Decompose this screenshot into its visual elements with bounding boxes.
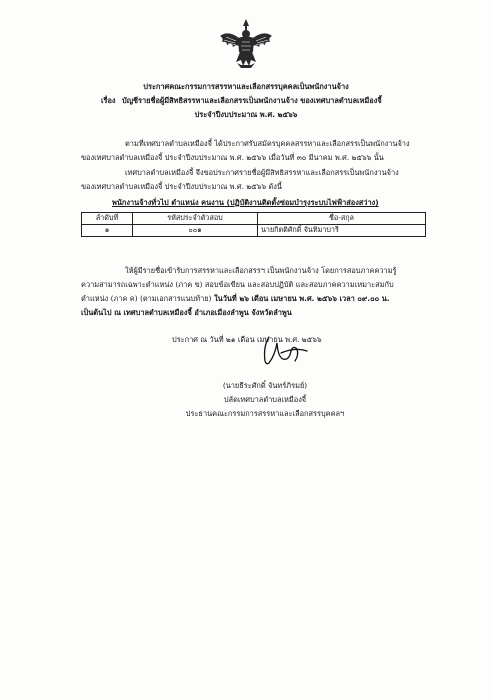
exam-line3 <box>81 294 390 304</box>
column-header-exam-id: รหัสประจำตัวสอบ <box>133 213 258 225</box>
fiscal-year-line: ประจำปีงบประมาณ พ.ศ. ๒๕๖๖ <box>194 110 298 119</box>
subject-text: บัญชีรายชื่อผู้มีสิทธิสรรหาและเลือกสรรเป็นพนักงานจ้าง ของเทศบาลตำบลเหมืองจี้ <box>122 96 382 105</box>
announcement-title: ประกาศคณะกรรมการสรรหาและเลือกสรรบุคคลเป็นพนักงานจ้าง <box>143 82 349 91</box>
cell-exam-id: ๐๐๑ <box>133 225 258 237</box>
table-header-row <box>82 213 426 225</box>
exam-line3-text: ตำแหน่ง (ภาค ค) (ตามเอกสารแนบท้าย) <box>81 294 212 303</box>
paragraph2-line1: เทศบาลตำบลเหมืองจี้ จึงขอประกาศรายชื่อผู้มีสิทธิสรรหาและเลือกสรรเป็นพนักงานจ้าง <box>125 168 399 177</box>
column-header-name: ชื่อ-สกุล <box>258 213 426 225</box>
position-heading: พนักงานจ้างทั่วไป ตำแหน่ง คนงาน (ปฏิบัติงานติดตั้งซ่อมบำรุงระบบไฟฟ้าส่องสว่าง) <box>112 198 379 207</box>
column-header-order: ลำดับที่ <box>82 213 133 225</box>
signer-title: ปลัดเทศบาลตำบลเหมืองจี้ <box>223 395 307 404</box>
candidate-table <box>81 212 426 237</box>
table-row <box>82 225 426 237</box>
signer-role: ประธานคณะกรรมการสรรหาและเลือกสรรบุคคลฯ <box>185 409 345 418</box>
paragraph1-line1: ตามที่เทศบาลตำบลเหมืองจี้ ได้ประกาศรับสมัครบุคคลสรรหาและเลือกสรรเป็นพนักงานจ้าง <box>125 139 410 148</box>
cell-name: นายกิตติศักดิ์ จันทิมาบารี <box>258 225 426 237</box>
cell-order: ๑ <box>82 225 133 237</box>
exam-line2: ความสามารถเฉพาะตำแหน่ง (ภาค ข) สอบข้อเขียน และสอบปฏิบัติ และสอบภาคความเหมาะสมกับ <box>81 280 394 289</box>
exam-line1: ให้ผู้มีรายชื่อเข้ารับการสรรหาและเลือกสรรฯ เป็นพนักงานจ้าง โดยการสอบภาคความรู้ <box>125 266 397 275</box>
garuda-emblem-icon <box>218 16 274 72</box>
paragraph1-line2: ของเทศบาลตำบลเหมืองจี้ ประจำปีงบประมาณ พ.ศ. ๒๕๖๖ เมื่อวันที่ ๓๐ มีนาคม พ.ศ. ๒๕๖๖ นั้น <box>81 153 384 162</box>
exam-date-text: ในวันที่ ๒๖ เดือน เมษายน พ.ศ. ๒๕๖๖ เวลา ๐๙.๐๐ น. <box>211 294 390 303</box>
signer-name: (นายธีระศักดิ์ จันทร์ภิรมย์) <box>222 381 308 390</box>
signature <box>251 333 315 367</box>
announcement-date: ประกาศ ณ วันที่ ๒๑ เดือน เมษายน พ.ศ. ๒๕๖๖ <box>172 335 322 344</box>
exam-location: เป็นต้นไป ณ เทศบาลตำบลเหมืองจี้ อำเภอเมืองลำพูน จังหวัดลำพูน <box>81 308 292 317</box>
paragraph2-line2: ของเทศบาลตำบลเหมืองจี้ ประจำปีงบประมาณ พ.ศ. ๒๕๖๖ ดังนี้ <box>81 182 282 191</box>
subject-label: เรื่อง <box>101 96 116 105</box>
